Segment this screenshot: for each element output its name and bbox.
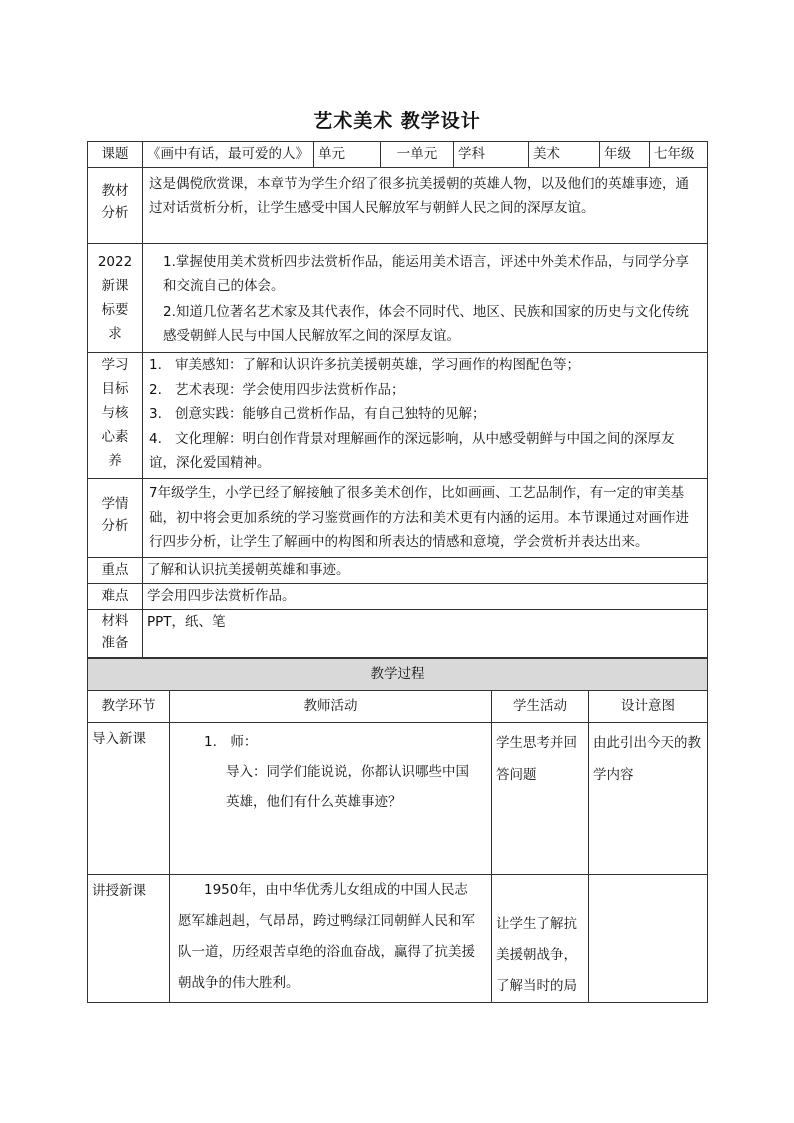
intent-cell [589,875,708,1003]
grade-value: 七年级 [650,142,708,168]
intent-cell: 由此引出今天的教学内容 [589,723,708,875]
column-header-stage: 教学环节 [88,691,170,723]
objectives-label-3: 与核 [101,405,129,421]
objective-item [149,402,701,427]
objectives-label-4: 心素 [101,429,129,445]
objectives-label [88,353,143,479]
column-header-teacher: 教师活动 [170,691,492,723]
standards-label [88,244,143,353]
objective-num: 2. [149,381,162,398]
objective-num: 3. [149,406,162,422]
standards-text [143,244,708,353]
grade-label: 年级 [600,142,650,168]
column-header-intent: 设计意图 [589,691,708,723]
discipline-value: 美术 [529,142,600,168]
subject-value: 《画中有话，最可爱的人》 [143,142,314,168]
standards-label-4: 求 [108,326,122,342]
objective-num: 1. [149,357,162,373]
objectives-label-1: 学习 [101,357,129,373]
material-analysis-label [88,168,143,244]
objectives-label-2: 目标 [101,381,129,397]
document-title: 艺术美术 教学设计 [313,110,481,132]
materials-text: PPT，纸、笔 [143,609,708,657]
key-point-text: 了解和认识抗美援朝英雄和事迹。 [143,557,708,583]
key-point-label: 重点 [88,557,143,583]
objective-item [149,378,701,403]
difficulty-label: 难点 [88,583,143,609]
standards-label-2: 新课 [101,278,129,294]
objectives-label-5: 养 [108,453,122,469]
column-header-student: 学生活动 [492,691,589,723]
student-cell: 学生思考并回答问题 [492,723,589,875]
objective-text: 文化理解：明白创作背景对理解画作的深远影响，从中感受朝鲜与中国之间的深厚友谊，深化爱国精神。 [149,430,675,471]
table-row [88,723,708,875]
teacher-line-2: 导入：同学们能说说，你都认识哪些中国英雄，他们有什么英雄事迹？ [226,764,469,810]
table-row [88,875,708,1003]
learner-analysis-label-1: 学情 [101,496,129,512]
standards-item-1: 1.掌握使用美术赏析四步法赏析作品，能运用美术语言，评述中外美术作品，与同学分享和交流自己的体会。 [163,254,689,294]
objective-item [149,427,701,476]
difficulty-text: 学会用四步法赏析作品。 [143,583,708,609]
info-table [87,141,708,658]
material-analysis-label-2: 分析 [101,205,129,221]
process-heading: 教学过程 [88,659,708,691]
objective-text: 审美感知：了解和认识许多抗美援朝英雄，学习画作的构图配色等； [175,357,580,373]
standards-label-1: 2022 [97,254,133,270]
teacher-cell [170,723,492,875]
learner-analysis-text: 7年级学生，小学已经了解接触了很多美术创作，比如画画、工艺品制作，有一定的审美基础，初中将会更加系统的学习鉴赏画作的方法和美术更有内涵的运用。本节课通过对画作进行四步分析，让学生了解画中的构图和所表达的情感和意境，学会赏析并表达出来。 [143,479,708,558]
materials-label-1: 材料 [101,612,129,629]
materials-label-2: 准备 [101,634,129,651]
material-analysis-label-1: 教材 [101,183,129,199]
objective-num: 4. [149,430,162,447]
discipline-label: 学科 [454,142,529,168]
teacher-line-1: 1. 师： [204,734,258,750]
standards-label-3: 标要 [101,302,129,318]
learner-analysis-label [88,479,143,558]
standards-item-2: 2.知道几位著名艺术家及其代表作，体会不同时代、地区、民族和国家的历史与文化传统感受朝鲜人民与中国人民解放军之间的深厚友谊。 [163,304,689,344]
objectives-list [143,353,708,479]
objective-item [149,353,701,378]
stage-cell: 讲授新课 [88,875,170,1003]
unit-value: 一单元 [381,142,454,168]
objective-text: 创意实践：能够自己赏析作品，有自己独特的见解； [175,406,486,422]
stage-cell: 导入新课 [88,723,170,875]
materials-label [88,609,143,657]
student-cell: 让学生了解抗美援朝战争，了解当时的局 [492,875,589,1003]
material-analysis-text: 这是偶傥欣赏课，本章节为学生介绍了很多抗美援朝的英雄人物，以及他们的英雄事迹，通过对话赏析分析，让学生感受中国人民解放军与朝鲜人民之间的深厚友谊。 [143,168,708,244]
learner-analysis-label-2: 分析 [101,518,129,534]
objective-text: 艺术表现：学会使用四步法赏析作品； [175,381,405,398]
teacher-cell: 1950年，由中华优秀儿女组成的中国人民志愿军雄赳赳，气昂昂，跨过鸭绿江同朝鲜人民和军队一道，历经艰苦卓绝的浴血奋战，赢得了抗美援朝战争的伟大胜利。 [170,875,492,1003]
subject-label: 课题 [88,142,143,168]
process-table [87,658,708,1003]
unit-label: 单元 [314,142,381,168]
